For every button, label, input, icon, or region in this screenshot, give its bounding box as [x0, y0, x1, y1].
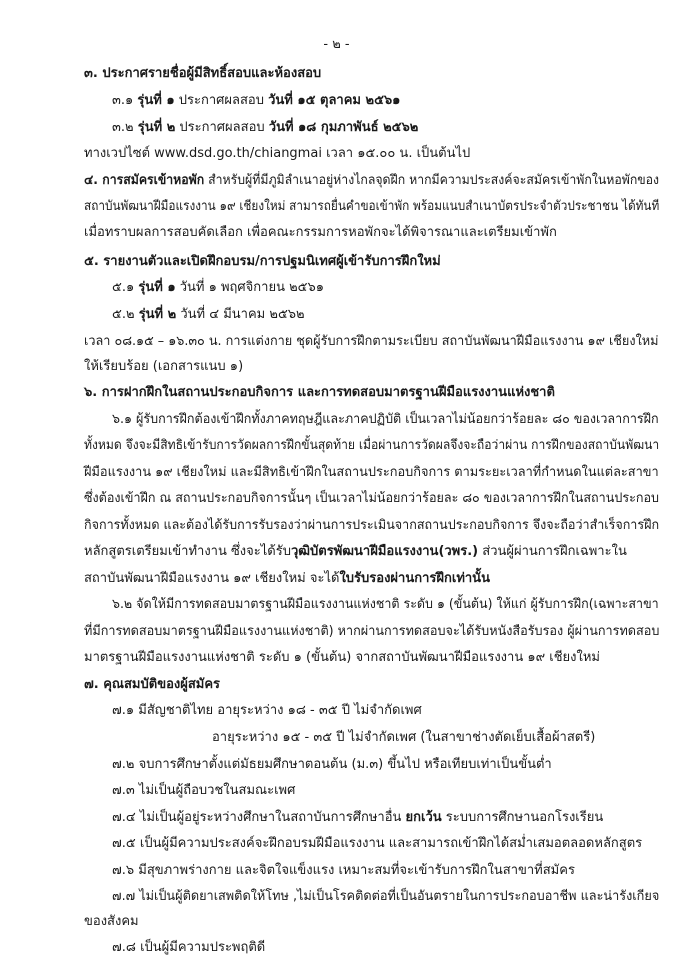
s7-q5: ๗.๕ เป็นผู้มีความประสงค์จะฝึกอบรมฝีมือแรงงาน และสามารถเข้าฝึกได้สม่ำเสมอตลอดหลักสูตร [112, 836, 643, 851]
s6-p1-line-1: ๖.๑ ผู้รับการฝึกต้องเข้าฝึกทั้งภาคทฤษฎีและภาคปฏิบัติ เป็นเวลาไม่น้อยกว่าร้อยละ ๘๐ ของเวลาการฝึก [112, 412, 659, 427]
s5-time-line: เวลา ๐๘.๑๕ – ๑๖.๓๐ น. การแต่งกาย ชุดผู้รับการฝึกตามระเบียบ สถาบันพัฒนาฝีมือแรงงาน ๑๙ เชียงใหม่ [84, 334, 659, 349]
s4-line-2: สถาบันพัฒนาฝีมือแรงงาน ๑๙ เชียงใหม่ สามารถยื่นคำขอเข้าพัก พร้อมแนบสำเนาบัตรประจำตัวประชาชน ได้ทันที [84, 199, 660, 214]
section-3-heading: ๓. ประกาศรายชื่อผู้มีสิทธิ์สอบและห้องสอบ [84, 66, 322, 81]
s7-q2: ๗.๒ จบการศึกษาตั้งแต่มัธยมศึกษาตอนต้น (ม.๓) ขึ้นไป หรือเทียบเท่าเป็นขั้นต่ำ [112, 757, 552, 772]
s6-p1-line-3: ฝีมือแรงงาน ๑๙ เชียงใหม่ และมีสิทธิเข้าฝึกในสถานประกอบกิจการ ตามระยะเวลาที่กำหนดในแต่ละสาขา [84, 465, 659, 480]
s6-p1-line-2: ทั้งหมด จึงจะมีสิทธิเข้ารับการวัดผลการฝึกขั้นสุดท้าย เมื่อผ่านการวัดผลจึงจะถือว่าผ่าน การฝึกของสถาบันพัฒนา [84, 438, 660, 453]
s7-q6: ๗.๖ มีสุขภาพร่างกาย และจิตใจแข็งแรง เหมาะสมที่จะเข้ารับการฝึกในสาขาที่สมัคร [112, 863, 575, 878]
s6-p1-line-6: หลักสูตรเตรียมเข้าทำงาน ซึ่งจะได้รับวุฒิบัตรพัฒนาฝีมือแรงงาน(วพร.) ส่วนผู้ผ่านการฝึกเฉพาะใน [84, 544, 627, 559]
s7-q1-b: อายุระหว่าง ๑๕ - ๓๕ ปี ไม่จำกัดเพศ (ในสาขาช่างตัดเย็บเสื้อผ้าสตรี) [212, 730, 596, 745]
website-link[interactable]: www.dsd.go.th/chiangmai [154, 146, 322, 161]
s4-line-1: ๔. การสมัครเข้าหอพัก สำหรับผู้ที่มีภูมิลำเนาอยู่ห่างไกลจุดฝึก หากมีความประสงค์จะสมัครเข้าพักในหอพักของ [84, 173, 660, 188]
page-number: - ๒ - [323, 37, 350, 52]
s6-p2-line-3: มาตรฐานฝีมือแรงงานแห่งชาติ ระดับ ๑ (ขั้นต้น) จากสถาบันพัฒนาฝีมือแรงงาน ๑๙ เชียงใหม่ [84, 650, 600, 665]
s6-p2-line-1: ๖.๒ จัดให้มีการทดสอบมาตรฐานฝีมือแรงงานแห่งชาติ ระดับ ๑ (ขั้นต้น) ให้แก่ ผู้รับการฝึก(เฉพาะสาขา [112, 597, 659, 612]
s3-round-1: ๓.๑ รุ่นที่ ๑ ประกาศผลสอบ วันที่ ๑๕ ตุลาคม ๒๕๖๑ [112, 93, 401, 108]
section-6-heading: ๖. การฝากฝึกในสถานประกอบกิจการ และการทดสอบมาตรฐานฝีมือแรงงานแห่งชาติ [84, 385, 555, 400]
s6-p1-line-4: ซึ่งต้องเข้าฝึก ณ สถานประกอบกิจการนั้นๆ เป็นเวลาไม่น้อยกว่าร้อยละ ๘๐ ของเวลาการฝึกในสถานประกอบ [84, 491, 660, 506]
section-5-heading: ๕. รายงานตัวและเปิดฝึกอบรม/การปฐมนิเทศผู้เข้ารับการฝึกใหม่ [84, 254, 441, 269]
s3-round-2: ๓.๒ รุ่นที่ ๒ ประกาศผลสอบ วันที่ ๑๘ กุมภาพันธ์ ๒๕๖๒ [112, 120, 419, 135]
s6-p2-line-2: ที่มีการทดสอบมาตรฐานฝีมือแรงงานแห่งชาติ) หากผ่านการทดสอบจะได้รับหนังสือรับรอง ผู้ผ่านการทดสอบ [84, 624, 660, 639]
s7-q1: ๗.๑ มีสัญชาติไทย อายุระหว่าง ๑๘ - ๓๕ ปี ไม่จำกัดเพศ [112, 703, 422, 718]
section-7-heading: ๗. คุณสมบัติของผู้สมัคร [84, 677, 221, 692]
s3-website-line: ทางเวปไซต์ www.dsd.go.th/chiangmai เวลา ๑๕.๐๐ น. เป็นต้นไป [84, 146, 471, 161]
s5-time-line-2: ให้เรียบร้อย (เอกสารแนบ ๑) [84, 359, 244, 374]
s7-q8: ๗.๘ เป็นผู้มีความประพฤติดี [112, 940, 266, 955]
s7-q3: ๗.๓ ไม่เป็นผู้ถือบวชในสมณะเพศ [112, 783, 296, 798]
s5-round-1: ๕.๑ รุ่นที่ ๑ วันที่ ๑ พฤศจิกายน ๒๕๖๑ [112, 280, 325, 295]
s7-q7: ๗.๗ ไม่เป็นผู้ติดยาเสพติดให้โทษ ,ไม่เป็นโรคติดต่อที่เป็นอันตรายในการประกอบอาชีพ และน่ารังเกียจ [112, 889, 660, 904]
s5-round-2: ๕.๒ รุ่นที่ ๒ วันที่ ๔ มีนาคม ๒๕๖๒ [112, 307, 305, 322]
s4-line-3: เมื่อทราบผลการสอบคัดเลือก เพื่อคณะกรรมการหอพักจะได้พิจารณาและเตรียมเข้าพัก [84, 225, 557, 240]
s6-p1-line-5: กิจการทั้งหมด และต้องได้รับการรับรองว่าผ่านการประเมินจากสถานประกอบกิจการ จึงจะถือว่าสำเร็จการฝึก [84, 518, 660, 533]
s6-p1-line-7: สถาบันพัฒนาฝีมือแรงงาน ๑๙ เชียงใหม่ จะได้ใบรับรองผ่านการฝึกเท่านั้น [84, 571, 490, 586]
s7-q7-b: ของสังคม [84, 914, 139, 929]
s7-q4: ๗.๔ ไม่เป็นผู้อยู่ระหว่างศึกษาในสถาบันการศึกษาอื่น ยกเว้น ระบบการศึกษานอกโรงเรียน [112, 810, 604, 825]
